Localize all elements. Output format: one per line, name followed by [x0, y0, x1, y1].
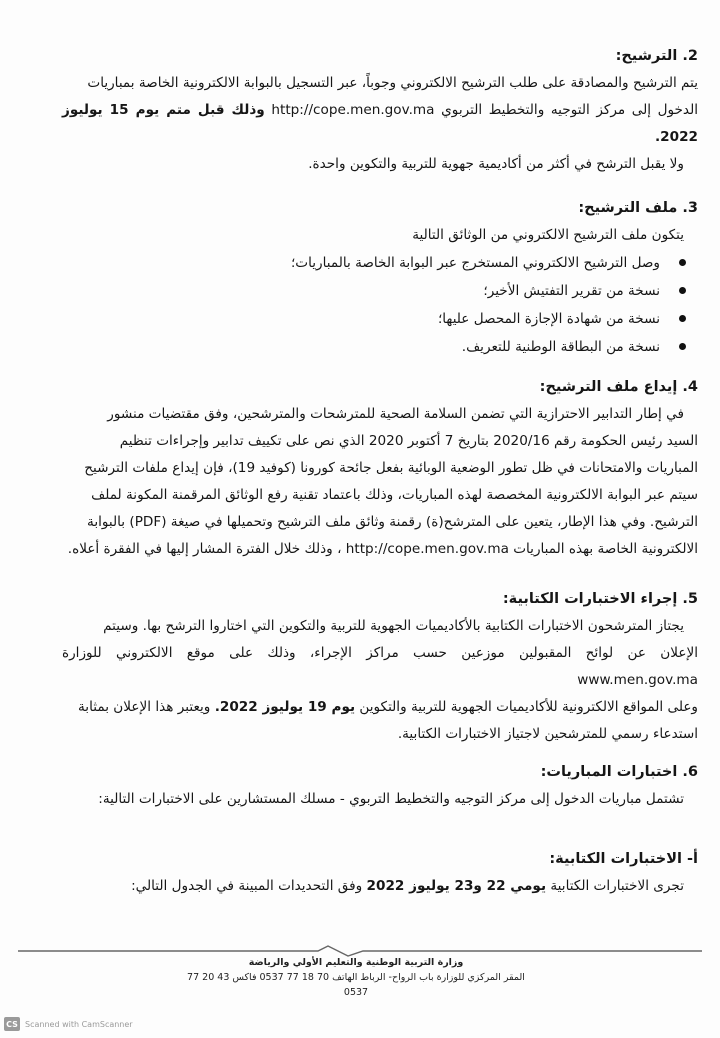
scanner-watermark [4, 1016, 133, 1032]
section-4-line-1: في إطار التدابير الاحترازية التي تضمن السلامة الصحية للمترشحات والمترشحين، وفق مقتضيات منشور [107, 406, 684, 422]
section-2-line-1: يتم الترشيح والمصادقة على طلب الترشيح الالكتروني وجوباً، عبر التسجيل بالبوابة الالكترونية الخاصة بمباريات [87, 75, 698, 91]
section-6-line-1: تشتمل مباريات الدخول إلى مركز التوجيه والتخطيط التربوي - مسلك المستشارين على الاختبارات التالية: [98, 791, 684, 807]
cope-portal-link-2[interactable]: http://cope.men.gov.ma [345, 541, 509, 557]
section-3-intro: يتكون ملف الترشيح الالكتروني من الوثائق التالية [412, 227, 684, 243]
section-4-heading: 4. إيداع ملف الترشيح: [539, 379, 698, 395]
section-2-line-2 [62, 97, 698, 151]
bullet-icon [679, 287, 686, 294]
camscanner-logo-icon: CS [4, 1017, 20, 1031]
section-2-line-2-text: الدخول إلى مركز التوجيه والتخطيط التربوي [441, 102, 698, 118]
section-2-heading: 2. الترشيح: [615, 48, 698, 64]
ministry-address: المقر المركزي للوزارة باب الرواح- الرباط الهاتف 70 18 77 0537 فاكس 43 20 77 0537 [187, 972, 525, 998]
section-2-line-3: ولا يقبل الترشح في أكثر من أكاديمية جهوية للتربية والتكوين واحدة. [308, 156, 684, 172]
bullet-icon [679, 315, 686, 322]
written-tests-dates: يومي 22 و23 يوليوز 2022 [366, 878, 547, 894]
section-4-line-4: سيتم عبر البوابة الالكترونية المخصصة لهذه المباريات، وذلك باعتماد تقنية رفع الوثائق المرقمنة المكونة لملف [91, 487, 698, 503]
section-5-line-1: يجتاز المترشحون الاختبارات الكتابية بالأكاديميات الجهوية للتربية والتكوين التي اختاروا الترشح بها. وسيتم [103, 618, 684, 634]
section-4-line-6: الالكترونية الخاصة بهذه المباريات http://cope.men.gov.ma ، وذلك خلال الفترة المشار إليها في الفقرة أعلاه. [67, 541, 698, 557]
section-5-line-4: استدعاء رسمي للمترشحين لاجتياز الاختبارات الكتابية. [397, 726, 698, 742]
section-3-heading: 3. ملف الترشيح: [578, 200, 698, 216]
results-date: يوم 19 يوليوز 2022. [214, 699, 356, 715]
document-body [62, 46, 698, 900]
section-6-heading: 6. اختبارات المباريات: [540, 764, 698, 780]
bullet-icon [679, 259, 686, 266]
list-item: نسخة من تقرير التفتيش الأخير؛ [62, 277, 660, 305]
ministry-name: وزارة التربية الوطنية والتعليم الأولي والرياضة [248, 957, 464, 968]
section-4-line-2: السيد رئيس الحكومة رقم 2020/16 بتاريخ 7 أكتوبر 2020 الذي نص على تكييف تدابير وإجراءات تنظيم [119, 433, 698, 449]
bullet-icon [679, 343, 686, 350]
documents-list [62, 249, 698, 361]
list-item: وصل الترشيح الالكتروني المستخرج عبر البوابة الخاصة بالمباريات؛ [62, 249, 660, 277]
written-tests-heading: أ- الاختبارات الكتابية: [549, 851, 698, 867]
cope-portal-link[interactable]: http://cope.men.gov.ma [271, 102, 435, 118]
section-5-heading: 5. إجراء الاختبارات الكتابية: [502, 591, 698, 607]
section-2-deadline: وذلك قبل متم يوم 15 يوليوز 2022. [62, 102, 698, 145]
scanner-text: Scanned with CamScanner [25, 1019, 133, 1029]
section-4-line-5: الترشيح. وفي هذا الإطار، يتعين على المترشح(ة) رقمنة وثائق ملف الترشيح وتحميلها في صيغة (PDF) بالبوابة [87, 514, 698, 530]
section-4-line-3: المباريات والامتحانات في ظل تطور الوضعية الوبائية بفعل جائحة كورونا (كوفيد 19)، فإن إيداع ملفات الترشيح [84, 460, 698, 476]
written-tests-line: تجرى الاختبارات الكتابية يومي 22 و23 يوليوز 2022 وفق التحديدات المبينة في الجدول التالي: [131, 878, 684, 894]
ministry-website-link[interactable]: www.men.gov.ma [577, 672, 698, 688]
list-item: نسخة من شهادة الإجازة المحصل عليها؛ [62, 305, 660, 333]
list-item: نسخة من البطاقة الوطنية للتعريف. [62, 333, 660, 361]
page-footer [176, 955, 536, 1000]
section-5-line-3: وعلى المواقع الالكترونية للأكاديميات الجهوية للتربية والتكوين يوم 19 يوليوز 2022. ويعتبر هذا الإعلان بمثابة [78, 699, 698, 715]
section-5-line-2: الإعلان عن لوائح المقبولين موزعين حسب مراكز الإجراء، وذلك على موقع الالكتروني للوزارة www.men.gov.ma [62, 645, 698, 688]
